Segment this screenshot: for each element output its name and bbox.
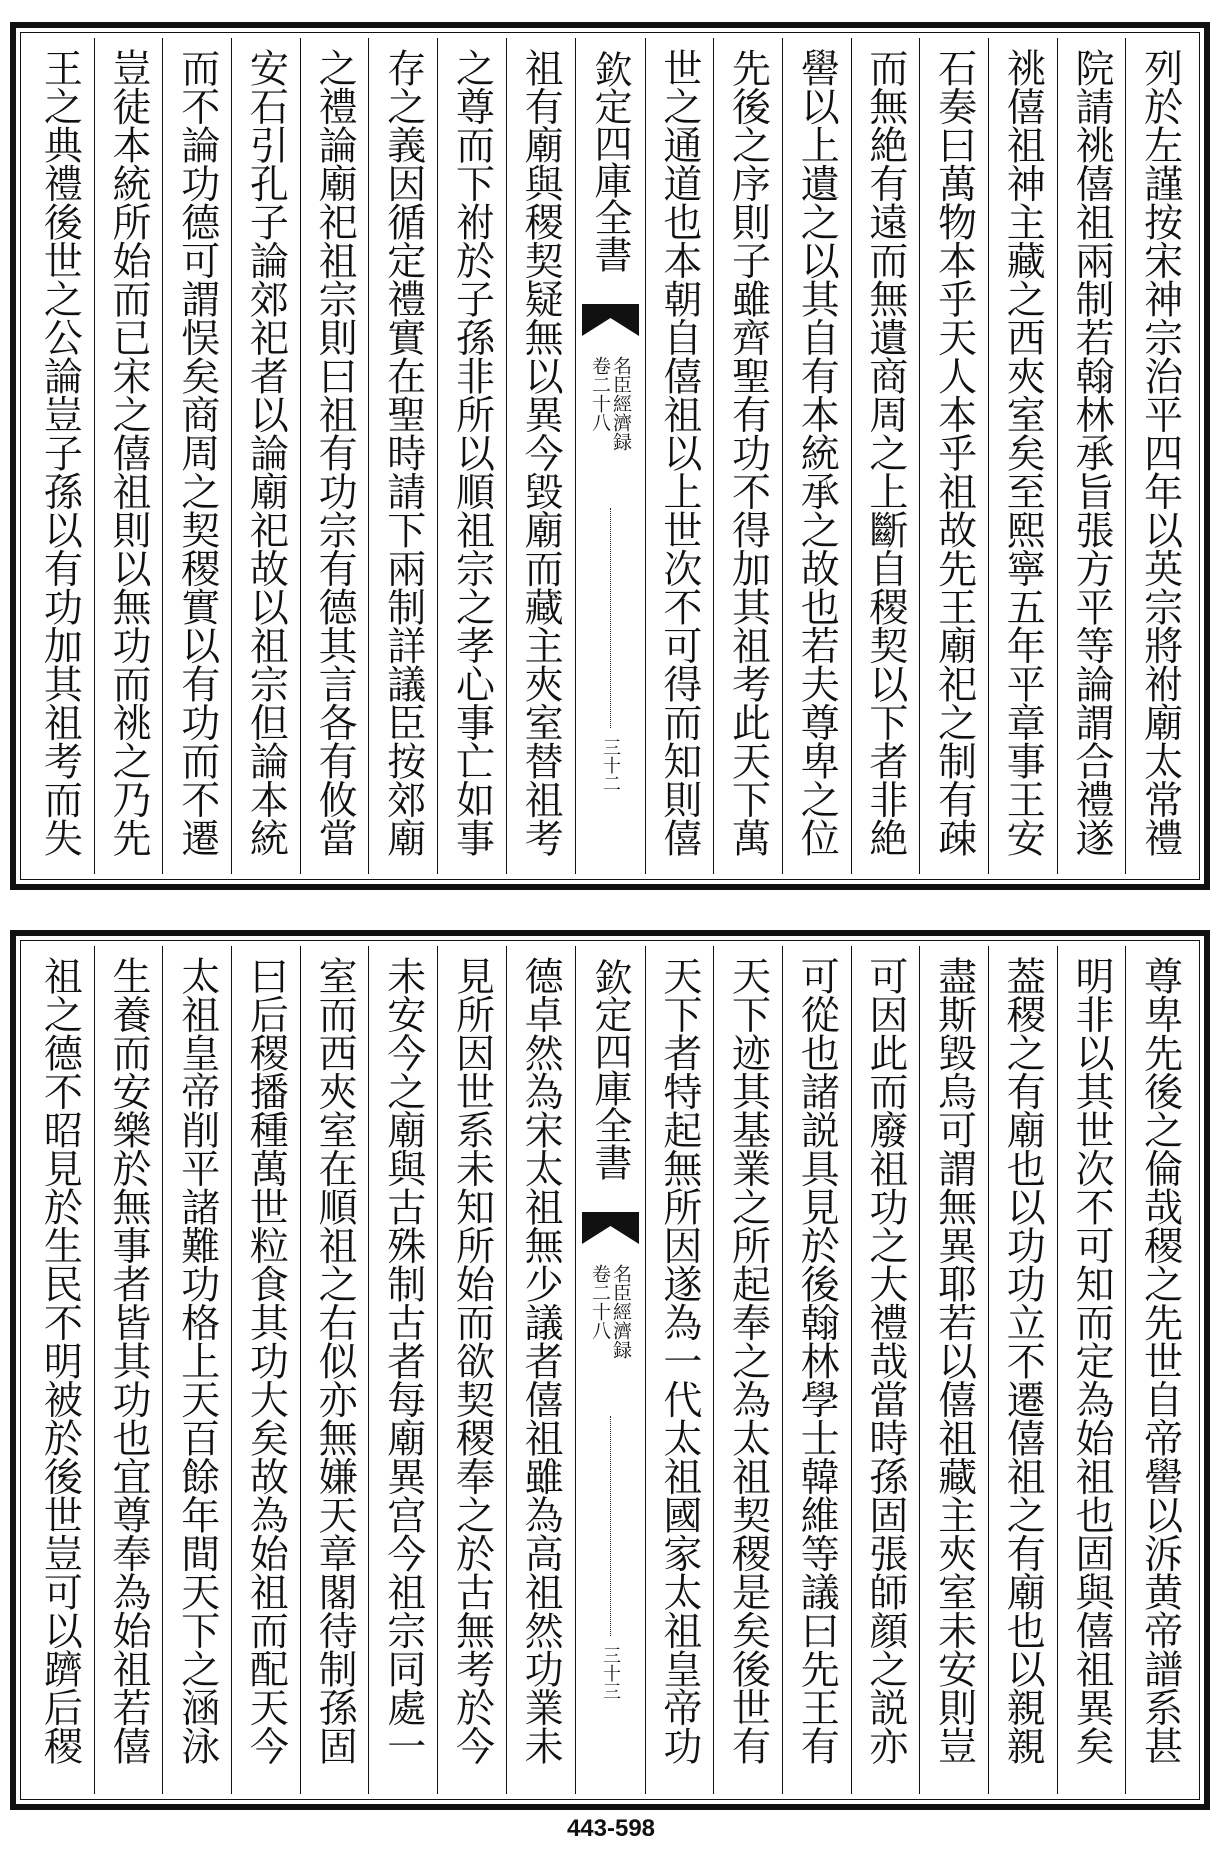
column-text: 天下者特起無所因遂為一代太祖國家太祖皇帝功 xyxy=(656,956,702,1765)
text-column xyxy=(988,38,1057,874)
text-columns xyxy=(26,38,1194,874)
dotted-divider xyxy=(610,1416,611,1636)
column-text: 見所因世系未知所始而欲契稷奉之於古無考於今 xyxy=(449,956,495,1765)
book-title: 名臣經濟録 xyxy=(610,356,632,451)
book-meta xyxy=(590,1264,630,1359)
text-column xyxy=(1057,946,1126,1794)
text-column xyxy=(713,38,782,874)
page-bottom xyxy=(10,930,1210,1810)
text-column xyxy=(94,946,163,1794)
column-text: 太祖皇帝削平諸難功格上天百餘年間天下之涵泳 xyxy=(174,956,220,1765)
text-column xyxy=(782,946,851,1794)
column-text: 葢稷之有廟也以功功立不遷僖祖之有廟也以親親 xyxy=(1000,956,1046,1765)
book-title: 名臣經濟録 xyxy=(610,1264,632,1359)
text-column xyxy=(919,946,988,1794)
column-text: 而無絶有遠而無遺商周之上斷自稷契以下者非絶 xyxy=(862,48,908,857)
column-text: 石奏曰萬物本乎天人本乎祖故先王廟祀之制有疎 xyxy=(931,48,977,857)
column-text: 院請祧僖祖兩制若翰林承旨張方平等論謂合禮遂 xyxy=(1068,48,1114,857)
column-text: 祖有廟與稷契疑無以異今毀廟而藏主夾室替祖考 xyxy=(518,48,564,857)
fish-tail-ornament xyxy=(582,1212,639,1244)
text-column xyxy=(645,946,714,1794)
column-text: 存之義因循定禮實在聖時請下兩制詳議臣按郊廟 xyxy=(380,48,426,857)
text-column xyxy=(919,38,988,874)
column-text: 豈徒本統所始而已宋之僖祖則以無功而祧之乃先 xyxy=(106,48,152,857)
column-text: 世之通道也本朝自僖祖以上世次不可得而知則僖 xyxy=(656,48,702,857)
page-number: 三十二 xyxy=(600,738,621,792)
dotted-divider xyxy=(610,508,611,728)
column-text: 曰后稷播種萬世粒食其功大矣故為始祖而配天今 xyxy=(243,956,289,1765)
column-text: 生養而安樂於無事者皆其功也宜尊奉為始祖若僖 xyxy=(106,956,152,1765)
text-column xyxy=(506,946,575,1794)
text-column xyxy=(437,946,506,1794)
page-number: 三十三 xyxy=(600,1646,621,1700)
column-text: 而不論功德可謂悮矣商周之契稷實以有功而不遷 xyxy=(174,48,220,857)
text-column xyxy=(851,946,920,1794)
center-gutter xyxy=(575,38,645,874)
column-text: 未安今之廟與古殊制古者每廟異宫今祖宗同處一 xyxy=(380,956,426,1765)
text-column xyxy=(300,38,369,874)
library-title: 欽定四庫全書 xyxy=(588,958,632,1180)
text-column xyxy=(1057,38,1126,874)
column-text: 安石引孔子論郊祀者以論廟祀故以祖宗但論本統 xyxy=(243,48,289,857)
text-column xyxy=(713,946,782,1794)
text-column xyxy=(782,38,851,874)
text-column xyxy=(1125,38,1194,874)
column-text: 祖之德不昭見於生民不明被於後世豈可以躋后稷 xyxy=(37,956,83,1765)
text-column xyxy=(988,946,1057,1794)
text-column xyxy=(368,946,437,1794)
text-column xyxy=(1125,946,1194,1794)
text-column xyxy=(162,38,231,874)
column-text: 可從也諸説具見於後翰林學士韓維等議曰先王有 xyxy=(794,956,840,1765)
page-footer-number: 443-598 xyxy=(566,1815,656,1842)
text-column xyxy=(26,38,94,874)
column-text: 祧僖祖神主藏之西夾室矣至熙寧五年平章事王安 xyxy=(1000,48,1046,857)
column-text: 天下迹其基業之所起奉之為太祖契稷是矣後世有 xyxy=(725,956,771,1765)
text-column xyxy=(231,38,300,874)
book-meta xyxy=(590,356,630,451)
column-text: 盡斯毀烏可謂無異耶若以僖祖藏主夾室未安則豈 xyxy=(931,956,977,1765)
column-text: 之尊而下祔於子孫非所以順祖宗之孝心事亡如事 xyxy=(449,48,495,857)
text-column xyxy=(368,38,437,874)
library-title: 欽定四庫全書 xyxy=(588,50,632,272)
column-text: 明非以其世次不可知而定為始祖也固與僖祖異矣 xyxy=(1068,956,1114,1765)
text-column xyxy=(437,38,506,874)
column-text: 列於左謹按宋神宗治平四年以英宗將祔廟太常禮 xyxy=(1137,48,1183,857)
column-text: 德卓然為宋太祖無少議者僖祖雖為高祖然功業未 xyxy=(518,956,564,1765)
text-column xyxy=(851,38,920,874)
text-column xyxy=(300,946,369,1794)
text-columns xyxy=(26,946,1194,1794)
text-column xyxy=(94,38,163,874)
column-text: 王之典禮後世之公論豈子孫以有功加其祖考而失 xyxy=(37,48,83,857)
page-top xyxy=(10,22,1210,890)
fish-tail-ornament xyxy=(582,304,639,336)
column-text: 室而西夾室在順祖之右似亦無嫌天章閣待制孫固 xyxy=(312,956,358,1765)
text-column xyxy=(645,38,714,874)
volume-label: 卷二十八 xyxy=(589,1264,611,1340)
volume-label: 卷二十八 xyxy=(589,356,611,432)
column-text: 之禮論廟祀祖宗則曰祖有功宗有德其言各有攸當 xyxy=(312,48,358,857)
text-column xyxy=(26,946,94,1794)
column-text: 嚳以上遺之以其自有本統承之故也若夫尊卑之位 xyxy=(794,48,840,857)
text-column xyxy=(162,946,231,1794)
text-column xyxy=(506,38,575,874)
column-text: 先後之序則子雖齊聖有功不得加其祖考此天下萬 xyxy=(725,48,771,857)
column-text: 尊卑先後之倫哉稷之先世自帝嚳以泝黄帝譜系甚 xyxy=(1137,956,1183,1765)
center-gutter xyxy=(575,946,645,1794)
text-column xyxy=(231,946,300,1794)
column-text: 可因此而廢祖功之大禮哉當時孫固張師顔之説亦 xyxy=(862,956,908,1765)
